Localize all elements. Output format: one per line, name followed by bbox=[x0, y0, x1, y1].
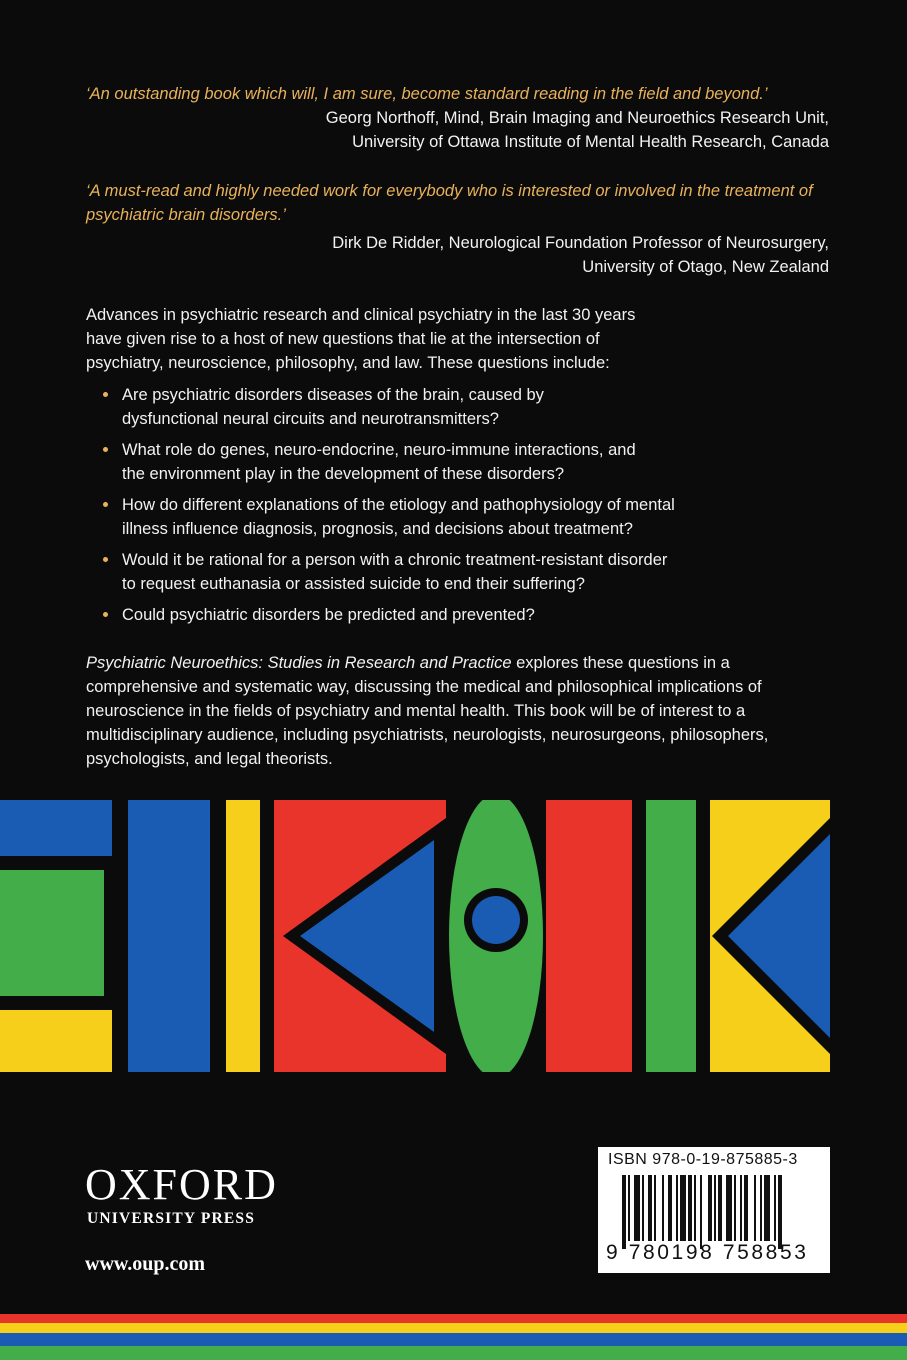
barcode-bar bbox=[694, 1175, 696, 1241]
publisher-website: www.oup.com bbox=[85, 1253, 206, 1275]
isbn-label: ISBN 978-0-19-875885-3 bbox=[608, 1151, 798, 1168]
closing-line: multidisciplinary audience, including psychiatrists, neurologists, neurosurgeons, philosophers, bbox=[86, 726, 769, 744]
barcode-bar bbox=[774, 1175, 776, 1241]
quote-2-line-2: psychiatric brain disorders.’ bbox=[86, 206, 286, 224]
barcode-bar bbox=[628, 1175, 630, 1241]
closing-line: comprehensive and systematic way, discussing the medical and philosophical implications of bbox=[86, 678, 762, 696]
barcode-bar bbox=[744, 1175, 748, 1241]
closing-line-1: Psychiatric Neuroethics: Studies in Research and Practice explores these questions in a bbox=[86, 654, 730, 672]
question-item: Could psychiatric disorders be predicted and prevented? bbox=[86, 603, 826, 627]
bullet-icon bbox=[103, 392, 108, 397]
question-list bbox=[86, 383, 826, 634]
bullet-icon bbox=[103, 557, 108, 562]
barcode-bar bbox=[700, 1175, 702, 1249]
question-item: What role do genes, neuro-endocrine, neuro-immune interactions, and the environment play in the development of these disorders? bbox=[86, 438, 826, 486]
barcode-bar bbox=[778, 1175, 782, 1249]
quote-2 bbox=[86, 179, 836, 227]
barcode-bar bbox=[688, 1175, 692, 1241]
quote-1-line-1: ‘An outstanding book which will, I am sure, become standard reading in the field and beyond.’ bbox=[86, 85, 768, 103]
barcode-bar bbox=[740, 1175, 742, 1241]
barcode-bar bbox=[676, 1175, 678, 1241]
barcode-bar bbox=[718, 1175, 722, 1241]
barcode-bar bbox=[668, 1175, 672, 1241]
intro-line: Advances in psychiatric research and clinical psychiatry in the last 30 years bbox=[86, 306, 636, 324]
quote-1-attribution bbox=[69, 106, 829, 154]
closing-line: neuroscience in the fields of psychiatry and mental health. This book will be of interest to a bbox=[86, 702, 746, 720]
publisher-logo-oxford: OXFORD bbox=[85, 1160, 278, 1209]
stripe-blue bbox=[0, 1333, 907, 1346]
quote-2-attribution-line-2: University of Otago, New Zealand bbox=[582, 258, 829, 276]
bullet-icon bbox=[103, 447, 108, 452]
question-item: Are psychiatric disorders diseases of the brain, caused by dysfunctional neural circuits and neurotransmitters? bbox=[86, 383, 826, 431]
barcode-number: 9 780198 758853 bbox=[606, 1241, 809, 1264]
quote-1-attribution-line-1: Georg Northoff, Mind, Brain Imaging and Neuroethics Research Unit, bbox=[325, 109, 829, 127]
quote-2-attribution-line-1: Dirk De Ridder, Neurological Foundation Professor of Neurosurgery, bbox=[332, 234, 829, 252]
barcode-bar bbox=[726, 1175, 732, 1241]
isbn-barcode bbox=[598, 1147, 830, 1273]
intro-paragraph bbox=[86, 303, 826, 375]
quote-1 bbox=[86, 82, 836, 106]
barcode-bar bbox=[648, 1175, 652, 1241]
decorative-pattern-band bbox=[0, 800, 907, 1072]
book-title: Psychiatric Neuroethics: Studies in Research and Practice bbox=[86, 654, 512, 672]
question-item: Would it be rational for a person with a chronic treatment-resistant disorder to request euthanasia or assisted suicide to end their suffering? bbox=[86, 548, 826, 596]
barcode-bar bbox=[734, 1175, 736, 1241]
question-item: How do different explanations of the etiology and pathophysiology of mental illness influence diagnosis, prognosis, and decisions about treatment? bbox=[86, 493, 826, 541]
quote-2-line-1: ‘A must-read and highly needed work for everybody who is interested or involved in the treatment of bbox=[86, 182, 813, 200]
stripe-yellow bbox=[0, 1323, 907, 1333]
quote-1-attribution-line-2: University of Ottawa Institute of Mental Health Research, Canada bbox=[352, 133, 829, 151]
barcode-bar bbox=[764, 1175, 770, 1241]
barcode-bar bbox=[654, 1175, 656, 1241]
barcode-bar bbox=[714, 1175, 716, 1241]
barcode-bar bbox=[708, 1175, 712, 1241]
bullet-icon bbox=[103, 502, 108, 507]
quote-2-attribution bbox=[69, 231, 829, 279]
barcode-bar bbox=[760, 1175, 762, 1241]
intro-line: have given rise to a host of new questions that lie at the intersection of bbox=[86, 330, 600, 348]
barcode-bar bbox=[622, 1175, 626, 1249]
closing-paragraph bbox=[86, 651, 826, 771]
barcode-bars bbox=[622, 1175, 822, 1249]
barcode-bar bbox=[754, 1175, 756, 1241]
closing-line: psychologists, and legal theorists. bbox=[86, 750, 333, 768]
bullet-icon bbox=[103, 612, 108, 617]
barcode-bar bbox=[642, 1175, 644, 1241]
stripe-green bbox=[0, 1346, 907, 1360]
barcode-bar bbox=[662, 1175, 664, 1241]
stripe-red bbox=[0, 1314, 907, 1323]
barcode-bar bbox=[680, 1175, 686, 1241]
barcode-bar bbox=[634, 1175, 640, 1241]
intro-line: psychiatry, neuroscience, philosophy, and law. These questions include: bbox=[86, 354, 610, 372]
publisher-logo-university-press: UNIVERSITY PRESS bbox=[87, 1210, 256, 1227]
